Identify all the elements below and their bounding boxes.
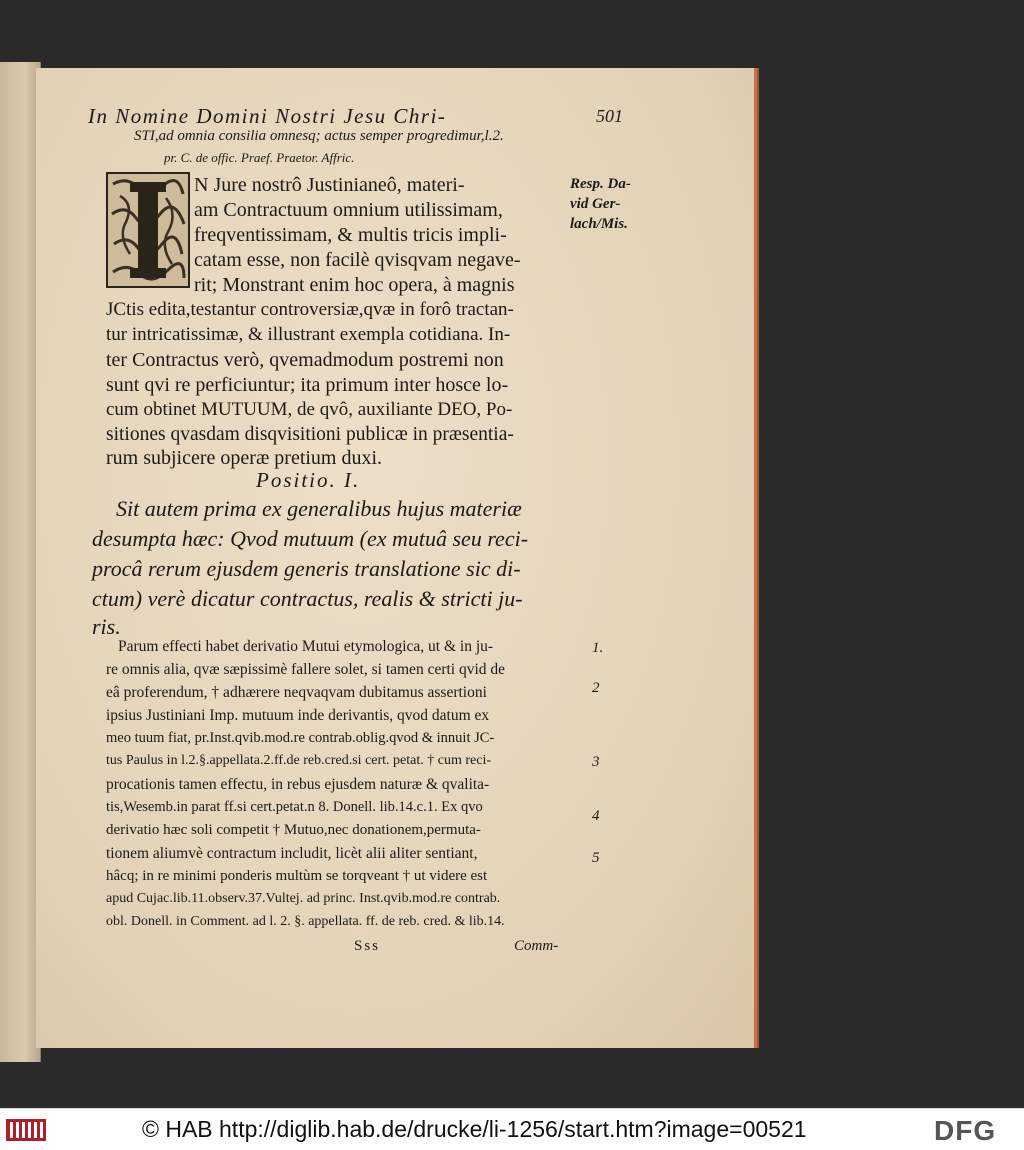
commentary-line: tionem aliumvè contractum includit, licèt alii aliter sentiant, (106, 845, 478, 862)
running-subtitle: STI,ad omnia consilia omnesq; actus semper progredimur,l.2. (134, 128, 504, 144)
margin-note-line: Resp. Da- (570, 176, 631, 192)
intro-line: sunt qvi re perficiuntur; ita primum inter hosce lo- (106, 374, 509, 396)
commentary-line: ipsius Justiniani Imp. mutuum inde derivantis, qvod datum ex (106, 707, 490, 724)
intro-line: sitiones qvasdam disqvisitioni publicæ in præsentia- (106, 424, 514, 445)
intro-line: ter Contractus verò, qvemadmodum postremi non (106, 349, 504, 371)
thesis-line: procâ rerum ejusdem generis translatione sic di- (92, 556, 521, 581)
margin-number: 1. (592, 640, 604, 656)
commentary-line: tus Paulus in l.2.§.appellata.2.ff.de reb.cred.si cert. petat. † cum reci- (106, 753, 491, 768)
intro-line: catam esse, non facilè qvisqvam negave- (194, 249, 521, 271)
commentary-line: procationis tamen effectu, in rebus ejusdem naturæ & qvalita- (106, 776, 490, 793)
commentary-line: tis,Wesemb.in parat ff.si cert.petat.n 8. Donell. lib.14.c.1. Ex qvo (106, 799, 483, 815)
positio-heading: Positio. I. (256, 468, 361, 492)
intro-line: N Jure nostrô Justinianeô, materi- (194, 174, 465, 196)
margin-number: 2 (592, 680, 600, 696)
margin-note-line: lach/Mis. (570, 216, 628, 232)
thesis-line: Sit autem prima ex generalibus hujus materiæ (116, 496, 522, 521)
intro-line: tur intricatissimæ, & illustrant exempla cotidiana. In- (106, 324, 511, 345)
folio-number: 501 (596, 106, 623, 126)
footer-bar (0, 1108, 1024, 1150)
intro-line: cum obtinet MUTUUM, de qvô, auxiliante DEO, Po- (106, 399, 513, 420)
commentary-line: obl. Donell. in Comment. ad l. 2. §. appellata. ff. de reb. cred. & lib.14. (106, 914, 505, 929)
intro-line: JCtis edita,testantur controversiæ,qvæ in forô tractan- (106, 299, 514, 320)
commentary-line: apud Cujac.lib.11.observ.37.Vultej. ad princ. Inst.qvib.mod.re contrab. (106, 891, 501, 906)
running-title: In Nomine Domini Nostri Jesu Chri- (88, 104, 447, 128)
intro-line: rum subjicere operæ pretium duxi. (106, 447, 383, 469)
commentary-line: derivatio hæc soli competit † Mutuo,nec donationem,permuta- (106, 822, 481, 838)
dfg-logo: DFG (934, 1115, 997, 1146)
commentary-line: meo tuum fiat, pr.Inst.qvib.mod.re contrab.oblig.qvod & innuit JC- (106, 730, 495, 746)
margin-note-line: vid Ger- (570, 196, 621, 212)
intro-line: rit; Monstrant enim hoc opera, à magnis (194, 274, 515, 296)
signature-mark: Sss (354, 938, 381, 954)
commentary-line: hâcq; in re minimi ponderis multùm se torqveant † ut videre est (106, 868, 488, 884)
margin-number: 5 (592, 850, 600, 866)
thesis-line: desumpta hæc: Qvod mutuum (ex mutuâ seu reci- (92, 526, 529, 551)
book-page (36, 68, 754, 1048)
thesis-line: ris. (92, 614, 121, 639)
library-logo-icon (6, 1115, 46, 1145)
commentary-line: eâ proferendum, † adhærere neqvaqvam dubitamus assertioni (106, 684, 487, 701)
commentary-line: Parum effecti habet derivatio Mutui etymologica, ut & in ju- (118, 638, 494, 655)
intro-line: am Contractuum omnium utilissimam, (194, 199, 503, 221)
catchword: Comm- (514, 938, 559, 954)
previous-page-edge (0, 62, 41, 1062)
commentary-line: re omnis alia, qvæ sæpissimè fallere solet, si tamen certi qvid de (106, 661, 506, 678)
intro-line: freqventissimam, & multis tricis impli- (194, 224, 507, 246)
source-url-link[interactable]: © HAB http://diglib.hab.de/drucke/li-1256/start.htm?image=00521 (142, 1116, 807, 1142)
thesis-line: ctum) verè dicatur contractus, realis & stricti ju- (92, 586, 523, 611)
running-subtitle-citation: pr. C. de offic. Praef. Praetor. Affric. (164, 150, 355, 165)
decorated-initial-i (106, 172, 190, 288)
margin-number: 4 (592, 808, 600, 824)
margin-number: 3 (592, 754, 600, 770)
